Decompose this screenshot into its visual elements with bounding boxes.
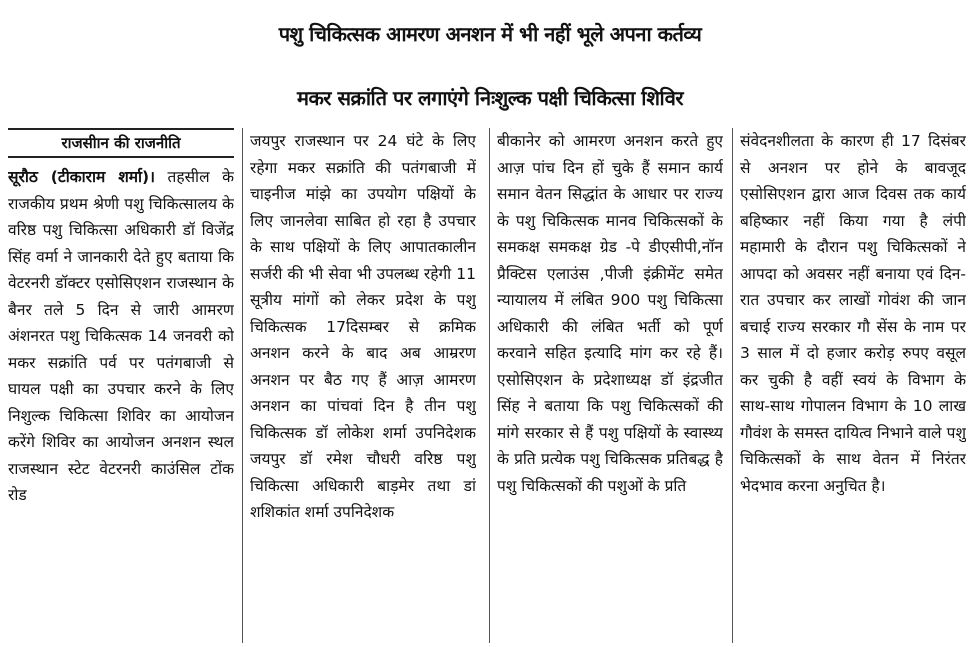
- column-2-text: जयपुर राजस्थान पर 24 घंटे के लिए रहेगा मकर सक्रांति की पतंगबाजी में चाइनीज मांझे का उपयोग पक्षियों के लिए जानलेवा साबित हो रहा है उपचार के साथ पक्षियों के लिए आपातकालीन सर्जरी की भी सेवा भी उपलब्ध रहेगी 11 सूत्रीय मांगों को लेकर प्रदेश के पशु चिकित्सक 17दिसम्बर से क्रमिक अनशन करने के बाद अब आम्ररण अनशन पर बैठ गए हैं आज़ आमरण अनशन का पांचवां दिन है तीन पशु चिकित्सक डॉ लोकेश शर्मा उपनिदेशक जयपुर डॉ रमेश चौधरी वरिष्ठ पशु चिकित्सा अधिकारी बाड़मेर तथा डां शशिकांत शर्मा उपनिदेशक: [250, 132, 476, 521]
- column-divider: [242, 128, 243, 643]
- column-3-text: बीकानेर को आमरण अनशन करते हुए आज़ पांच दिन हों चुके हैं समान कार्य समान वेतन सिद्धांत के आधार पर राज्य के पशु चिकित्सक मानव चिकित्सकों के समकक्ष समकक्ष ग्रेड -पे डीएसीपी,नॉन प्रैक्टिस एलाउंस ,पीजी इंक्रीमेंट समेत न्यायालय में लंबित 900 पशु चिकित्सा अधिकारी की लंबित भर्ती को पूर्ण करवाने सहित इत्यादि मांग कर रहे हैं। एसोसिएशन के प्रदेशाध्यक्ष डॉ इंद्रजीत सिंह ने बताया कि पशु चिकित्सकों की मांगे सरकार से हैं पशु पक्षियों के स्वास्थ्य के प्रति प्रत्येक पशु चिकित्सक प्रतिबद्ध है पशु चिकित्सकों की पशुओं के प्रति: [497, 132, 723, 495]
- section-tag: राजसीान की राजनीति: [8, 128, 234, 158]
- headline-line-2: मकर सक्रांति पर लगाएंगे निःशुल्क पक्षी चिकित्सा शिविर: [296, 86, 684, 110]
- dateline: सूरौठ (टीकाराम शर्मा)।: [8, 168, 156, 186]
- column-4-text: संवेदनशीलता के कारण ही 17 दिसंबर से अनशन पर होने के बावजूद एसोसिएशन द्वारा आज दिवस तक कार्य बहिष्कार नहीं किया गया है लंपी महामारी के दौरान पशु चिकित्सकों ने आपदा को अवसर नहीं बनाया एवं दिन-रात उपचार कर लाखों गोवंश की जान बचाई राज्य सरकार गौ सेंस के नाम पर 3 साल में दो हजार करोड़ रुपए वसूल कर चुकी है वहीं स्वयं के विभाग के साथ-साथ गोपालन विभाग के 10 लाख गौवंश के समस्त दायित्व निभाने वाले पशु चिकित्सकों के साथ वेतन में निरंतर भेदभाव करना अनुचित है।: [740, 132, 966, 495]
- headline-line-1: पशु चिकित्सक आमरण अनशन में भी नहीं भूले अपना कर्तव्य: [278, 22, 702, 46]
- article-column-4: [740, 128, 966, 643]
- column-divider: [732, 128, 733, 643]
- article-paragraph: [8, 164, 234, 509]
- article-column-2: [250, 128, 476, 643]
- article-column-1: [8, 128, 234, 643]
- column-1-text: तहसील के राजकीय प्रथम श्रेणी पशु चिकित्सालय के वरिष्ठ पशु चिकित्सा अधिकारी डॉ विजेंद्र सिंह वर्मा ने जानकारी देते हुए बताया कि वेटरनरी डॉक्टर एसोसिएशन राजस्थान के बैनर तले 5 दिन से जारी आमरण अंशनरत पशु चिकित्सक 14 जनवरी को मकर सक्रांति पर्व पर पतंगबाजी से घायल पक्षी का उपचार करने के लिए निशुल्क चिकित्सा शिविर का आयोजन करेंगे शिविर का आयोजन अनशन स्थल राजस्थान स्टेट वेटरनरी काउंसिल टोंक रोड: [8, 168, 234, 504]
- column-divider: [489, 128, 490, 643]
- article-column-3: [497, 128, 723, 643]
